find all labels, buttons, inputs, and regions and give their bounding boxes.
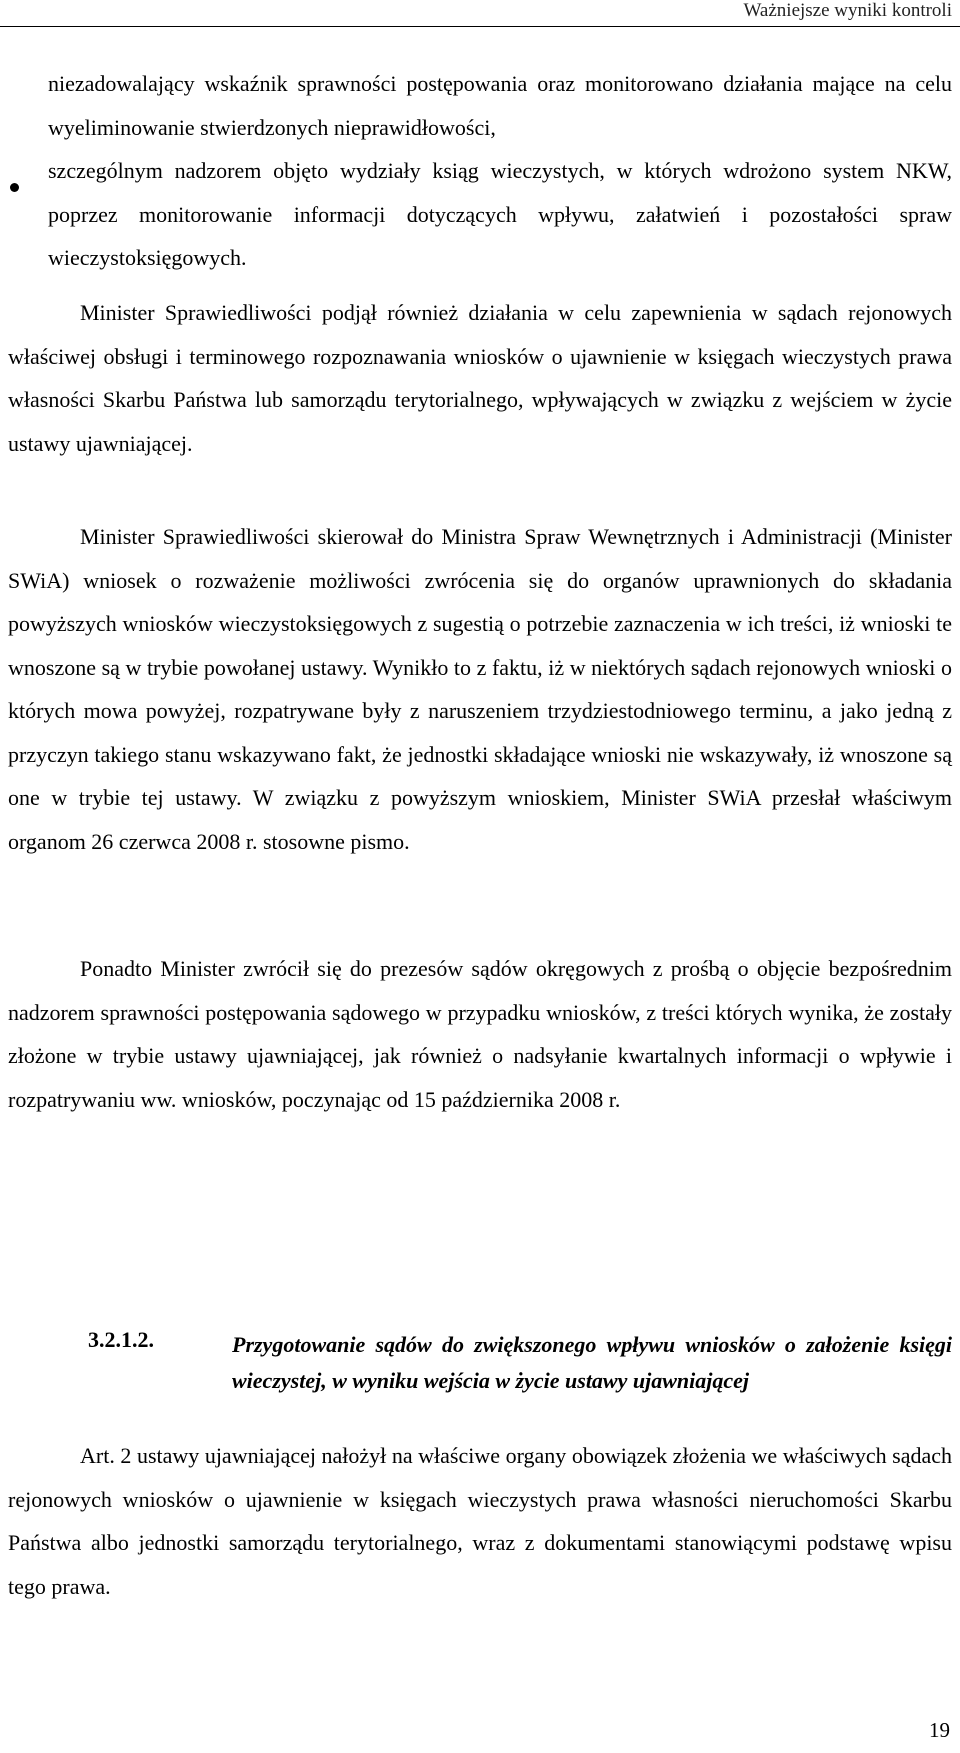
section-number: 3.2.1.2. (88, 1327, 154, 1352)
paragraph-1: Minister Sprawiedliwości podjął również działania w celu zapewnienia w sądach rejonowych właściwej obsługi i terminowego rozpoznawania wniosków o ujawnienie w księgach wieczystych prawa własności Skarbu Państwa lub samorządu terytorialnego, wpływających w związku z wejściem w życie ustawy ujawniającej. (8, 300, 952, 456)
bullet-continuation: niezadowalający wskaźnik sprawności postępowania oraz monitorowano działania mające na celu wyeliminowanie stwierdzonych nieprawidłowości, (48, 71, 952, 140)
paragraph-2: Minister Sprawiedliwości skierował do Ministra Spraw Wewnętrznych i Administracji (Minister SWiA) wniosek o rozważenie możliwości zwrócenia się do organów uprawnionych do składania powyższych wniosków wieczystoksięgowych z sugestią o potrzebie zaznaczenia w ich treści, iż wnioski te wnoszone są w trybie powołanej ustawy. Wynikło to z faktu, iż w niektórych sądach rejonowych wnioski o których mowa powyżej, rozpatrywane były z naruszeniem trzydziestodniowego terminu, a jako jedną z przyczyn takiego stanu wskazywano fakt, że jednostki składające wnioski nie wskazywały, iż wnoszone są one w trybie tej ustawy. W związku z powyższym wnioskiem, Minister SWiA przesłał właściwym organom 26 czerwca 2008 r. stosowne pismo. (8, 524, 952, 854)
paragraph-3: Ponadto Minister zwrócił się do prezesów sądów okręgowych z prośbą o objęcie bezpośrednim nadzorem sprawności postępowania sądowego w przypadku wniosków, z treści których wynika, że zostały złożone w trybie ustawy ujawniającej, jak również o nadsyłanie kwartalnych informacji o wpływie i rozpatrywaniu ww. wniosków, poczynając od 15 października 2008 r. (8, 956, 952, 1112)
section-title: Przygotowanie sądów do zwiększonego wpływu wniosków o założenie księgi wieczystej, w wyniku wejścia w życie ustawy ujawniającej (232, 1332, 952, 1393)
bullet-icon (10, 183, 19, 192)
page-number: 19 (929, 1718, 950, 1742)
header-rule (0, 26, 960, 27)
bullet-item: szczególnym nadzorem objęto wydziały ksiąg wieczystych, w których wdrożono system NKW, poprzez monitorowanie informacji dotyczących wpływu, załatwień i pozostałości spraw wieczystoksięgowych. (48, 158, 952, 270)
final-paragraph: Art. 2 ustawy ujawniającej nałożył na właściwe organy obowiązek złożenia we właściwych sądach rejonowych wniosków o ujawnienie w księgach wieczystych prawa własności nieruchomości Skarbu Państwa albo jednostki samorządu terytorialnego, wraz z dokumentami stanowiącymi podstawę wpisu tego prawa. (8, 1443, 952, 1599)
running-header: Ważniejsze wyniki kontroli (743, 0, 952, 21)
